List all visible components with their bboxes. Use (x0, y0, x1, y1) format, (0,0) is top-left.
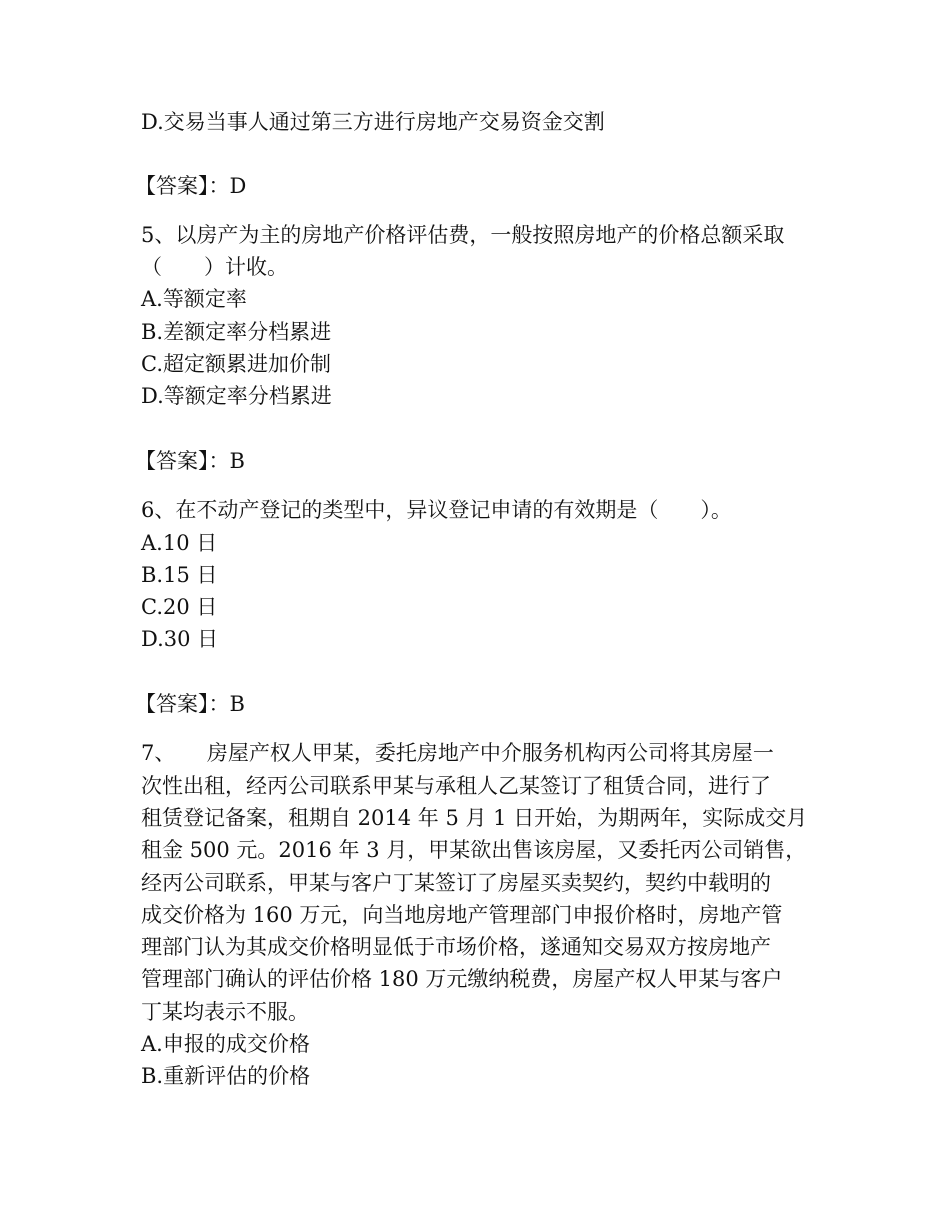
q7-stem-line-2: 次性出租，经丙公司联系甲某与承租人乙某签订了租赁合同，进行了 (141, 774, 771, 798)
q7-stem-line-4: 租金 500 元。2016 年 3 月，甲某欲出售该房屋，又委托丙公司销售， (141, 838, 807, 862)
q6-answer: 【答案】：B (135, 692, 245, 716)
q7-stem-line-6: 成交价格为 160 万元，向当地房地产管理部门申报价格时，房地产管 (141, 903, 783, 927)
q4-option-d: D.交易当事人通过第三方进行房地产交易资金交割 (141, 110, 605, 134)
q7-stem-line-3: 租赁登记备案，租期自 2014 年 5 月 1 日开始，为期两年，实际成交月 (141, 806, 808, 830)
q6-option-b: B.15 日 (141, 563, 218, 587)
q6-option-d: D.30 日 (141, 627, 219, 651)
q6-stem: 6、在不动产登记的类型中，异议登记申请的有效期是（ ）。 (141, 498, 732, 522)
q6-option-a: A.10 日 (141, 531, 218, 555)
q7-stem-line-9: 丁某均表示不服。 (141, 1000, 309, 1024)
q7-stem-line-1: 7、 房屋产权人甲某，委托房地产中介服务机构丙公司将其房屋一 (141, 741, 774, 765)
q5-option-c: C.超定额累进加价制 (141, 352, 331, 376)
q5-option-b: B.差额定率分档累进 (141, 320, 332, 344)
q7-stem-line-8: 管理部门确认的评估价格 180 万元缴纳税费，房屋产权人甲某与客户 (141, 967, 783, 991)
q7-option-b: B.重新评估的价格 (141, 1064, 311, 1088)
q5-option-d: D.等额定率分档累进 (141, 384, 332, 408)
q5-stem-line-2: （ ）计收。 (141, 255, 288, 279)
q7-stem-line-7: 理部门认为其成交价格明显低于市场价格，遂通知交易双方按房地产 (141, 935, 771, 959)
q6-option-c: C.20 日 (141, 595, 218, 619)
q5-stem-line-1: 5、以房产为主的房地产价格评估费，一般按照房地产的价格总额采取 (141, 223, 785, 247)
q5-option-a: A.等额定率 (141, 287, 247, 311)
q7-option-a: A.申报的成交价格 (141, 1032, 310, 1056)
q7-stem-line-5: 经丙公司联系，甲某与客户丁某签订了房屋买卖契约，契约中载明的 (141, 871, 771, 895)
q4-answer: 【答案】：D (135, 174, 247, 198)
q5-answer: 【答案】：B (135, 449, 245, 473)
